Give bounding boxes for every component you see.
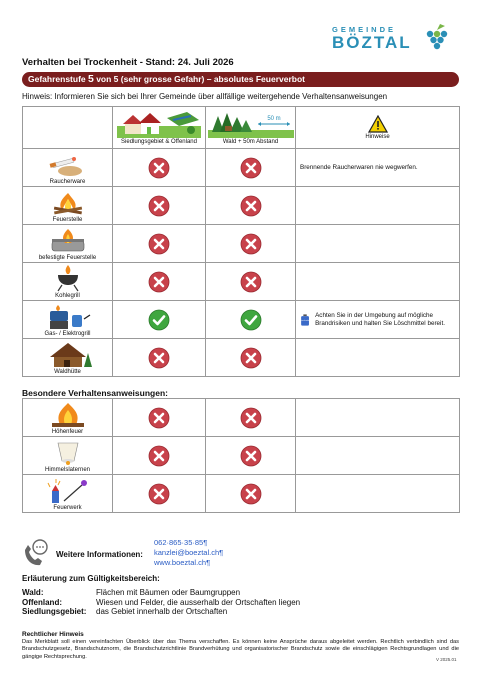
forest-status: [206, 399, 296, 437]
table-row: [23, 301, 460, 339]
definition-desc: das Gebiet innerhalb der Ortschaften: [96, 607, 228, 616]
settlement-status: [113, 263, 206, 301]
forbidden-x-icon: [148, 445, 170, 467]
header-forest-label: Wald + 50m Abstand: [222, 139, 279, 145]
settlement-status: [113, 339, 206, 377]
charcoal-grill-icon: [44, 265, 92, 292]
definition-row: [22, 588, 300, 598]
definition-desc: Flächen mit Bäumen oder Baumgruppen: [96, 588, 241, 597]
forest-status: [206, 437, 296, 475]
bonfire-icon: [44, 401, 92, 428]
row-label: Kohlegrill: [55, 293, 80, 299]
definition-term: Siedlungsgebiet:: [22, 607, 87, 616]
forbidden-x-icon: [148, 347, 170, 369]
contact-links: [154, 538, 223, 568]
row-label: befestigte Feuerstelle: [38, 255, 97, 261]
row-label-cell: [23, 301, 113, 339]
row-label-cell: [23, 475, 113, 513]
village-meadow-icon: [117, 110, 201, 138]
row-label-cell: [23, 187, 113, 225]
extinguisher-label: Lösch-mittel: [300, 319, 310, 322]
row-label: Himmelslaternen: [44, 467, 90, 473]
forbidden-x-icon: [148, 407, 170, 429]
row-label: Feuerwerk: [53, 505, 82, 511]
settlement-status: [113, 149, 206, 187]
table-row: [23, 187, 460, 225]
row-label-cell: [23, 149, 113, 187]
forbidden-x-icon: [240, 271, 262, 293]
header-notes: [296, 107, 460, 149]
header-empty-cell: [23, 107, 113, 149]
row-note-cell: [296, 475, 460, 513]
forest-distance-icon: [208, 110, 294, 138]
row-label-cell: [23, 437, 113, 475]
forbidden-x-icon: [240, 195, 262, 217]
info-label: Weitere Informationen:: [56, 550, 143, 559]
legal-title: Rechtlicher Hinweis: [22, 631, 84, 638]
header-forest: [206, 107, 296, 149]
forest-status: [206, 339, 296, 377]
definition-row: [22, 598, 300, 608]
logo-main-text: BÖZTAL: [332, 33, 412, 52]
fireworks-icon: [44, 477, 92, 504]
forbidden-x-icon: [148, 483, 170, 505]
version-label: V 2025.01: [436, 657, 457, 662]
definition-row: [22, 607, 300, 617]
forest-distance-label: 50 m: [266, 116, 281, 122]
row-label-cell: [23, 399, 113, 437]
table-row: [23, 263, 460, 301]
level-prefix: Gefahrenstufe: [28, 74, 88, 84]
campfire-icon: [44, 189, 92, 216]
settlement-status: [113, 187, 206, 225]
forbidden-x-icon: [148, 195, 170, 217]
row-label: Waldhütte: [54, 369, 81, 375]
row-label: Feuerstelle: [52, 217, 83, 223]
rules-table: [22, 106, 460, 377]
level-suffix: von 5 (sehr grosse Gefahr) – absolutes Feuerverbot: [93, 74, 305, 84]
extinguisher-icon: [300, 309, 310, 331]
row-note-cell: [296, 437, 460, 475]
table-row: [23, 437, 460, 475]
header-settlement-label: Siedlungsgebiet & Offenland: [121, 139, 197, 145]
municipality-logo: [332, 20, 452, 56]
page-title: Verhalten bei Trockenheit - Stand: 24. Juli 2026: [22, 57, 234, 68]
special-section-title: Besondere Verhaltensanweisungen:: [22, 388, 168, 398]
danger-level-bar: [22, 72, 459, 87]
row-label-cell: [23, 263, 113, 301]
header-settlement: [113, 107, 206, 149]
row-label-cell: [23, 225, 113, 263]
warning-icon: [368, 115, 388, 133]
settlement-status: [113, 475, 206, 513]
forbidden-x-icon: [240, 407, 262, 429]
definition-term: Offenland:: [22, 597, 62, 607]
cigarette-icon: [44, 151, 92, 178]
settlement-status: [113, 399, 206, 437]
table-row: [23, 399, 460, 437]
settlement-status: [113, 437, 206, 475]
special-rules-table: [22, 398, 460, 513]
row-label: Gas- / Elektrogrill: [44, 331, 91, 337]
forbidden-x-icon: [240, 347, 262, 369]
allowed-check-icon: [148, 309, 170, 331]
settlement-status: [113, 301, 206, 339]
table-row: [23, 225, 460, 263]
forbidden-x-icon: [240, 445, 262, 467]
row-note-cell: [296, 187, 460, 225]
definitions: [22, 588, 300, 617]
table-row: [23, 339, 460, 377]
phone-link[interactable]: 062·865·35·85¶: [154, 538, 208, 547]
forest-status: [206, 301, 296, 339]
logo-top-text: GEMEINDE: [332, 25, 397, 34]
row-note: Brennende Raucherwaren nie wegwerfen.: [300, 163, 418, 171]
table-row: [23, 475, 460, 513]
table-row: [23, 149, 460, 187]
website-link[interactable]: www.boeztal.ch¶: [154, 558, 211, 567]
row-note: Achten Sie in der Umgebung auf mögliche Brandrisiken und halten Sie Löschmittel bereit.: [315, 311, 445, 327]
allowed-check-icon: [240, 309, 262, 331]
email-link[interactable]: kanzlei@boeztal.ch¶: [154, 548, 224, 557]
sky-lantern-icon: [44, 439, 92, 466]
row-note-cell: [296, 263, 460, 301]
row-note-cell: [296, 339, 460, 377]
gas-grill-icon: [44, 303, 92, 330]
phone-chat-icon: [22, 538, 52, 568]
settlement-status: [113, 225, 206, 263]
level-number: 5: [88, 73, 94, 85]
definition-desc: Wiesen und Felder, die ausserhalb der Ortschaften liegen: [96, 597, 301, 607]
row-note-cell: [296, 301, 460, 339]
row-note-cell: [296, 149, 460, 187]
explanation-title: Erläuterung zum Gültigkeitsbereich:: [22, 574, 160, 583]
forest-hut-icon: [44, 341, 92, 368]
forbidden-x-icon: [148, 233, 170, 255]
row-note-cell: [296, 225, 460, 263]
forbidden-x-icon: [148, 271, 170, 293]
contact-info: [22, 538, 322, 574]
forest-status: [206, 149, 296, 187]
fire-pit-icon: [44, 227, 92, 254]
definition-term: Wald:: [22, 588, 44, 597]
forbidden-x-icon: [240, 233, 262, 255]
forest-status: [206, 475, 296, 513]
note-content: [300, 309, 455, 331]
legal-text: Das Merkblatt soll einen vereinfachten Überblick über das Thema verschaffen. Es können keine Ansprüche daraus abgeleitet werden. Rechtlich verbindlich sind das Brandschutzgesetz, Brandschutznorm, die Brandschutzrichtlinie Brandverhütung und organisatorischer Brandschutz sowie die einschlägigen Rechtsgrundlagen und die gängige Rechtsprechung.: [22, 639, 459, 660]
row-label-cell: [23, 339, 113, 377]
row-label: Höhenfeuer: [51, 429, 84, 435]
forbidden-x-icon: [240, 483, 262, 505]
row-label: Raucherware: [49, 179, 86, 185]
forbidden-x-icon: [148, 157, 170, 179]
forest-status: [206, 225, 296, 263]
hint-text: Hinweis: Informieren Sie sich bei Ihrer Gemeinde über allfällige weitergehende Verhaltensanweisungen: [22, 92, 388, 101]
forest-status: [206, 263, 296, 301]
grapes-icon: [420, 22, 450, 56]
row-note-cell: [296, 399, 460, 437]
forest-status: [206, 187, 296, 225]
header-notes-label: Hinweise: [365, 134, 390, 140]
forbidden-x-icon: [240, 157, 262, 179]
